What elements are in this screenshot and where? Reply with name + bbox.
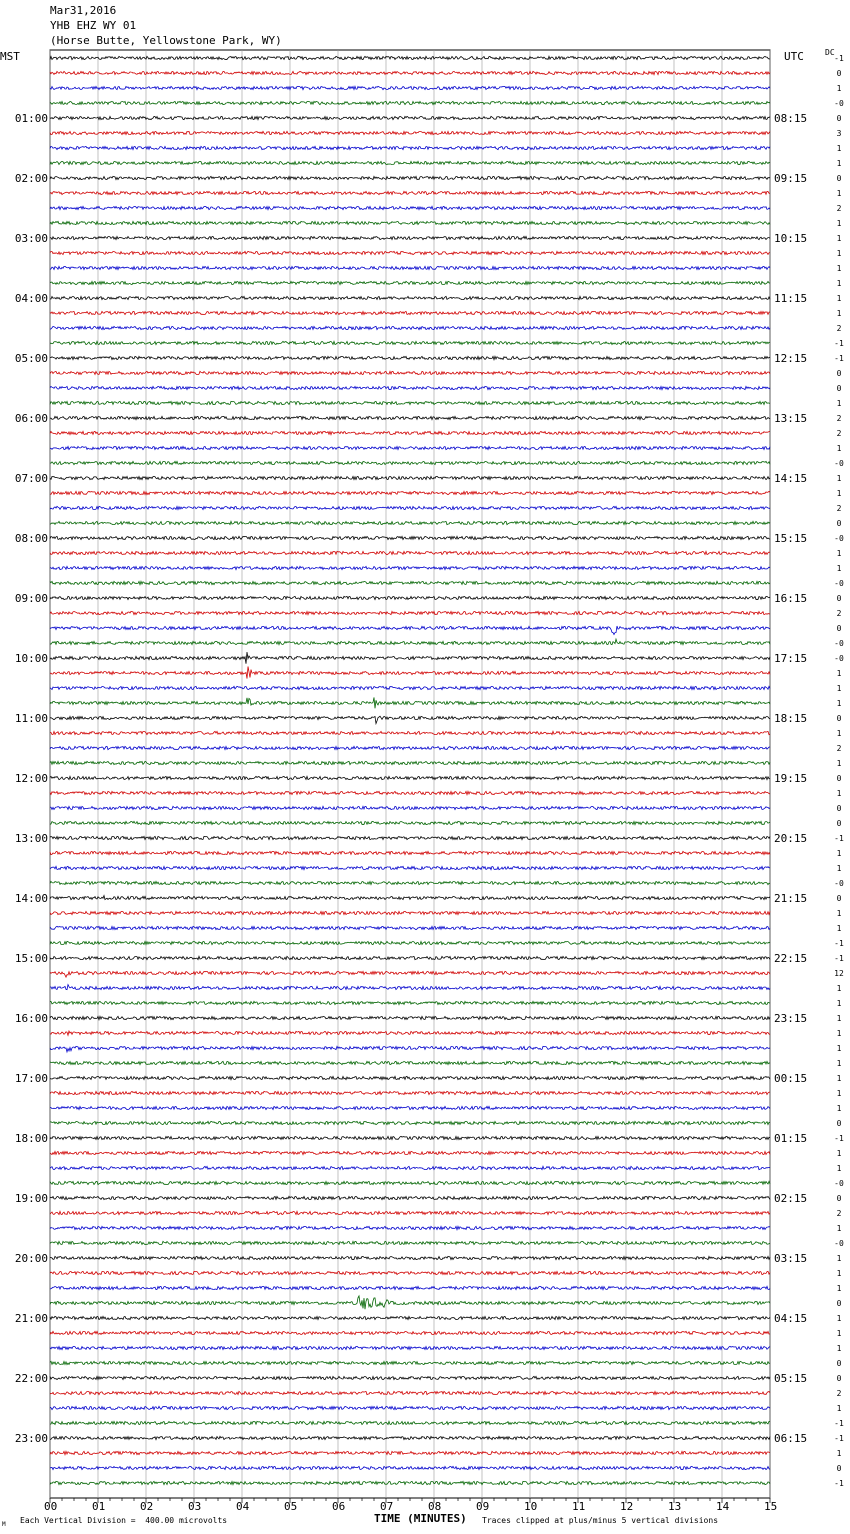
seismic-trace-row <box>50 1166 770 1169</box>
dc-offset-value: -0 <box>834 639 844 648</box>
dc-offset-value: 0 <box>836 624 842 633</box>
seismic-trace-row <box>50 1331 770 1334</box>
seismic-trace-row <box>50 1296 770 1309</box>
seismic-trace-row <box>50 806 770 809</box>
seismic-trace-row <box>50 697 770 708</box>
dc-offset-value: 2 <box>836 609 842 618</box>
seismic-trace-row <box>50 1016 770 1019</box>
left-hour-label: 13:00 <box>14 832 48 845</box>
seismic-trace-row <box>50 566 770 569</box>
seismic-trace-row <box>50 131 770 134</box>
dc-offset-value: 1 <box>836 1044 842 1053</box>
x-tick-label: 07 <box>380 1500 394 1513</box>
dc-offset-value: -0 <box>834 879 844 888</box>
right-hour-label: 00:15 <box>774 1072 808 1085</box>
dc-offset-value: 0 <box>836 369 842 378</box>
seismic-trace-row <box>50 1151 770 1154</box>
dc-offset-value: 0 <box>836 69 842 78</box>
seismic-trace-row <box>50 431 770 434</box>
seismic-trace-row <box>50 1316 770 1319</box>
seismic-trace-row <box>50 206 770 209</box>
seismic-trace-row <box>50 611 770 614</box>
seismic-trace-row <box>50 1091 770 1094</box>
seismic-trace-row <box>50 926 770 929</box>
dc-offset-value: 1 <box>836 234 842 243</box>
seismic-trace-row <box>50 686 770 689</box>
dc-offset-value: -0 <box>834 1239 844 1248</box>
dc-offset-header: DC <box>825 48 835 57</box>
dc-offset-value: -1 <box>834 939 844 948</box>
seismic-trace-row <box>50 1181 770 1184</box>
dc-offset-value: 1 <box>836 924 842 933</box>
seismic-trace-row <box>50 266 770 269</box>
x-tick-label: 03 <box>188 1500 202 1513</box>
dc-offset-value: 1 <box>836 1344 842 1353</box>
dc-offset-value: 1 <box>836 219 842 228</box>
dc-offset-value: 1 <box>836 1314 842 1323</box>
seismic-trace-row <box>50 731 770 734</box>
dc-offset-value: 1 <box>836 249 842 258</box>
dc-offset-value: 0 <box>836 384 842 393</box>
left-hour-label: 19:00 <box>14 1192 48 1205</box>
right-hour-label: 13:15 <box>774 412 808 425</box>
dc-offset-value: 2 <box>836 414 842 423</box>
dc-offset-value: 2 <box>836 504 842 513</box>
seismic-trace-row <box>50 971 770 977</box>
seismic-trace-row <box>50 1436 770 1439</box>
seismic-trace-row <box>50 386 770 389</box>
right-hour-label: 12:15 <box>774 352 808 365</box>
seismic-trace-row <box>50 1346 770 1349</box>
left-hour-label: 17:00 <box>14 1072 48 1085</box>
dc-offset-value: -0 <box>834 459 844 468</box>
left-hour-label: 20:00 <box>14 1252 48 1265</box>
dc-offset-value: 1 <box>836 684 842 693</box>
x-tick-label: 12 <box>620 1500 634 1513</box>
dc-offset-value: 2 <box>836 1389 842 1398</box>
left-hour-label: 18:00 <box>14 1132 48 1145</box>
dc-offset-value: 1 <box>836 909 842 918</box>
seismic-trace-row <box>50 341 770 344</box>
dc-offset-value: 1 <box>836 1149 842 1158</box>
dc-offset-value: 2 <box>836 204 842 213</box>
dc-offset-value: 1 <box>836 1284 842 1293</box>
seismic-trace-row <box>50 1406 770 1409</box>
left-hour-label: 04:00 <box>14 292 48 305</box>
dc-offset-value: 1 <box>836 1329 842 1338</box>
right-hour-label: 18:15 <box>774 712 808 725</box>
x-tick-label: 10 <box>524 1500 538 1513</box>
dc-offset-value: -0 <box>834 1179 844 1188</box>
scale-note: Each Vertical Division = 400.00 microvolts <box>20 1516 228 1525</box>
seismic-trace-row <box>50 941 770 944</box>
left-hour-label: 10:00 <box>14 652 48 665</box>
clip-note: Traces clipped at plus/minus 5 vertical divisions <box>482 1516 719 1525</box>
seismic-trace-row <box>50 71 770 74</box>
seismic-trace-row <box>50 1226 770 1229</box>
dc-offset-value: 1 <box>836 1164 842 1173</box>
seismic-trace-row <box>50 311 770 314</box>
seismic-trace-row <box>50 506 770 509</box>
seismic-trace-row <box>50 1256 770 1259</box>
right-hour-label: 09:15 <box>774 172 808 185</box>
seismic-trace-row <box>50 101 770 104</box>
x-tick-label: 14 <box>716 1500 730 1513</box>
dc-offset-value: 1 <box>836 294 842 303</box>
seismic-trace-row <box>50 251 770 254</box>
seismic-trace-row <box>50 1451 770 1454</box>
trace-group <box>50 56 770 1484</box>
dc-offset-value: -1 <box>834 834 844 843</box>
left-hour-label: 15:00 <box>14 952 48 965</box>
left-hour-label: 11:00 <box>14 712 48 725</box>
dc-offset-value: 0 <box>836 714 842 723</box>
dc-offset-value: 1 <box>836 1404 842 1413</box>
left-hour-label: 12:00 <box>14 772 48 785</box>
right-hour-label: 23:15 <box>774 1012 808 1025</box>
dc-offset-value: -1 <box>834 54 844 63</box>
x-tick-label: 15 <box>764 1500 778 1513</box>
seismic-trace-row <box>50 911 770 914</box>
dc-offset-value: 0 <box>836 114 842 123</box>
seismic-trace-row <box>50 821 770 824</box>
right-hour-label: 20:15 <box>774 832 808 845</box>
seismic-trace-row <box>50 146 770 149</box>
dc-offset-value: 1 <box>836 729 842 738</box>
right-hour-label: 02:15 <box>774 1192 808 1205</box>
seismic-trace-row <box>50 191 770 194</box>
seismic-trace-row <box>50 1046 770 1052</box>
left-hour-label: 07:00 <box>14 472 48 485</box>
seismic-trace-row <box>50 296 770 299</box>
dc-offset-value: -0 <box>834 579 844 588</box>
seismic-trace-row <box>50 281 770 284</box>
dc-offset-value: 1 <box>836 999 842 1008</box>
right-hour-label: 16:15 <box>774 592 808 605</box>
seismic-trace-row <box>50 461 770 464</box>
seismic-trace-row <box>50 866 770 869</box>
seismic-trace-row <box>50 221 770 224</box>
dc-offset-value: 1 <box>836 1029 842 1038</box>
seismic-trace-row <box>50 1106 770 1109</box>
seismic-trace-row <box>50 116 770 119</box>
dc-offset-value: 1 <box>836 1104 842 1113</box>
seismic-trace-row <box>50 1421 770 1424</box>
x-axis-title: TIME (MINUTES) <box>374 1512 467 1525</box>
station-code: YHB EHZ WY 01 <box>50 19 137 32</box>
seismic-trace-row <box>50 596 770 599</box>
seismic-trace-row <box>50 1001 770 1004</box>
x-tick-label: 01 <box>92 1500 106 1513</box>
seismic-trace-row <box>50 161 770 164</box>
seismic-trace-row <box>50 1361 770 1364</box>
dc-offset-value: 1 <box>836 759 842 768</box>
dc-offset-value: 1 <box>836 1089 842 1098</box>
left-hour-label: 08:00 <box>14 532 48 545</box>
right-hour-label: 15:15 <box>774 532 808 545</box>
dc-offset-value: 1 <box>836 144 842 153</box>
seismic-trace-row <box>50 56 770 59</box>
right-hour-label: 05:15 <box>774 1372 808 1385</box>
dc-offset-value: 1 <box>836 159 842 168</box>
dc-offset-value: 0 <box>836 1119 842 1128</box>
dc-offset-value: 1 <box>836 1449 842 1458</box>
dc-offset-value: -0 <box>834 99 844 108</box>
seismic-trace-row <box>50 521 770 524</box>
corner-mark: M <box>2 1521 6 1528</box>
dc-offset-value: 1 <box>836 549 842 558</box>
seismic-trace-row <box>50 581 770 584</box>
left-hour-label: 05:00 <box>14 352 48 365</box>
seismic-trace-row <box>50 881 770 884</box>
dc-offset-value: 1 <box>836 489 842 498</box>
seismic-trace-row <box>50 176 770 179</box>
seismic-trace-row <box>50 416 770 419</box>
dc-offset-value: 0 <box>836 594 842 603</box>
seismic-trace-row <box>50 1211 770 1214</box>
x-tick-label: 00 <box>44 1500 58 1513</box>
dc-offset-value: -1 <box>834 1134 844 1143</box>
x-tick-label: 05 <box>284 1500 298 1513</box>
dc-offset-value: -1 <box>834 1479 844 1488</box>
dc-offset-value: 1 <box>836 789 842 798</box>
seismic-trace-row <box>50 236 770 239</box>
seismic-trace-row <box>50 476 770 479</box>
seismic-trace-row <box>50 667 770 679</box>
dc-offset-value: 0 <box>836 774 842 783</box>
dc-offset-value: 1 <box>836 189 842 198</box>
seismic-trace-row <box>50 1481 770 1484</box>
seismic-trace-row <box>50 1376 770 1379</box>
seismic-trace-row <box>50 356 770 359</box>
seismic-trace-row <box>50 491 770 494</box>
seismic-trace-row <box>50 851 770 854</box>
label-group <box>15 54 844 1513</box>
seismic-trace-row <box>50 626 770 635</box>
dc-offset-value: 1 <box>836 474 842 483</box>
station-location: (Horse Butte, Yellowstone Park, WY) <box>50 34 282 47</box>
seismic-trace-row <box>50 1136 770 1139</box>
dc-offset-value: -0 <box>834 534 844 543</box>
seismic-trace-row <box>50 1031 770 1035</box>
x-tick-label: 06 <box>332 1500 346 1513</box>
seismic-trace-row <box>50 716 770 723</box>
right-hour-label: 08:15 <box>774 112 808 125</box>
dc-offset-value: -1 <box>834 354 844 363</box>
dc-offset-value: -1 <box>834 954 844 963</box>
left-hour-label: 03:00 <box>14 232 48 245</box>
seismic-trace-row <box>50 791 770 794</box>
dc-offset-value: 2 <box>836 1209 842 1218</box>
right-hour-label: 11:15 <box>774 292 808 305</box>
right-hour-label: 10:15 <box>774 232 808 245</box>
dc-offset-value: 1 <box>836 699 842 708</box>
dc-offset-value: 0 <box>836 804 842 813</box>
dc-offset-value: 1 <box>836 984 842 993</box>
seismic-trace-row <box>50 401 770 404</box>
left-hour-label: 06:00 <box>14 412 48 425</box>
left-hour-label: 16:00 <box>14 1012 48 1025</box>
seismic-trace-row <box>50 446 770 449</box>
dc-offset-value: 1 <box>836 849 842 858</box>
left-hour-label: 09:00 <box>14 592 48 605</box>
left-hour-label: 02:00 <box>14 172 48 185</box>
dc-offset-value: 0 <box>836 519 842 528</box>
dc-offset-value: 2 <box>836 429 842 438</box>
dc-offset-value: 0 <box>836 174 842 183</box>
x-tick-label: 08 <box>428 1500 442 1513</box>
seismic-trace-row <box>50 86 770 89</box>
dc-offset-value: 1 <box>836 1254 842 1263</box>
right-hour-label: 03:15 <box>774 1252 808 1265</box>
seismic-trace-row <box>50 896 770 900</box>
right-hour-label: 01:15 <box>774 1132 808 1145</box>
seismic-trace-row <box>50 1286 770 1289</box>
dc-offset-value: 1 <box>836 399 842 408</box>
dc-offset-value: 0 <box>836 1194 842 1203</box>
seismic-trace-row <box>50 836 770 839</box>
seismic-trace-row <box>50 639 770 644</box>
seismic-trace-row <box>50 776 770 779</box>
dc-offset-value: 1 <box>836 264 842 273</box>
seismic-trace-row <box>50 956 770 959</box>
left-hour-label: 22:00 <box>14 1372 48 1385</box>
seismic-trace-row <box>50 371 770 374</box>
dc-offset-value: 0 <box>836 819 842 828</box>
dc-offset-value: 1 <box>836 864 842 873</box>
left-hour-label: 23:00 <box>14 1432 48 1445</box>
dc-offset-value: 12 <box>834 969 844 978</box>
seismic-trace-row <box>50 1121 770 1124</box>
dc-offset-value: 1 <box>836 309 842 318</box>
dc-offset-value: 1 <box>836 1014 842 1023</box>
seismic-trace-row <box>50 1196 770 1199</box>
right-hour-label: 19:15 <box>774 772 808 785</box>
dc-offset-value: -0 <box>834 654 844 663</box>
seismic-trace-row <box>50 326 770 329</box>
dc-offset-value: 0 <box>836 894 842 903</box>
seismic-trace-row <box>50 1466 770 1469</box>
dc-offset-value: 0 <box>836 1464 842 1473</box>
seismic-trace-row <box>50 761 770 764</box>
dc-offset-value: -1 <box>834 339 844 348</box>
x-tick-label: 09 <box>476 1500 490 1513</box>
right-hour-label: 17:15 <box>774 652 808 665</box>
dc-offset-value: 1 <box>836 1224 842 1233</box>
x-tick-label: 13 <box>668 1500 682 1513</box>
seismic-trace-row <box>50 1076 770 1079</box>
dc-offset-value: 1 <box>836 84 842 93</box>
dc-offset-value: 1 <box>836 1059 842 1068</box>
seismic-trace-row <box>50 746 770 749</box>
right-hour-label: 04:15 <box>774 1312 808 1325</box>
dc-offset-value: 1 <box>836 669 842 678</box>
dc-offset-value: -1 <box>834 1419 844 1428</box>
dc-offset-value: -1 <box>834 1434 844 1443</box>
seismic-trace-row <box>50 985 770 990</box>
dc-offset-value: 0 <box>836 1299 842 1308</box>
dc-offset-value: 1 <box>836 279 842 288</box>
dc-offset-value: 1 <box>836 564 842 573</box>
right-hour-label: 06:15 <box>774 1432 808 1445</box>
right-hour-label: 22:15 <box>774 952 808 965</box>
x-tick-label: 11 <box>572 1500 586 1513</box>
dc-offset-value: 3 <box>836 129 842 138</box>
seismic-trace-row <box>50 1061 770 1064</box>
dc-offset-value: 0 <box>836 1359 842 1368</box>
right-hour-label: 21:15 <box>774 892 808 905</box>
dc-offset-value: 2 <box>836 744 842 753</box>
seismic-trace-row <box>50 551 770 554</box>
left-hour-label: 14:00 <box>14 892 48 905</box>
right-timezone-label: UTC <box>784 50 804 63</box>
seismic-trace-row <box>50 652 770 664</box>
x-tick-label: 04 <box>236 1500 250 1513</box>
seismic-trace-row <box>50 1241 770 1244</box>
right-hour-label: 14:15 <box>774 472 808 485</box>
dc-offset-value: 1 <box>836 1074 842 1083</box>
left-hour-label: 21:00 <box>14 1312 48 1325</box>
seismic-trace-row <box>50 1391 770 1394</box>
plot-date: Mar31,2016 <box>50 4 117 17</box>
dc-offset-value: 1 <box>836 1269 842 1278</box>
x-tick-label: 02 <box>140 1500 154 1513</box>
dc-offset-value: 0 <box>836 1374 842 1383</box>
left-timezone-label: MST <box>0 50 20 63</box>
seismic-trace-row <box>50 536 770 539</box>
seismic-trace-row <box>50 1271 770 1274</box>
dc-offset-value: 2 <box>836 324 842 333</box>
left-hour-label: 01:00 <box>14 112 48 125</box>
dc-offset-value: 1 <box>836 444 842 453</box>
